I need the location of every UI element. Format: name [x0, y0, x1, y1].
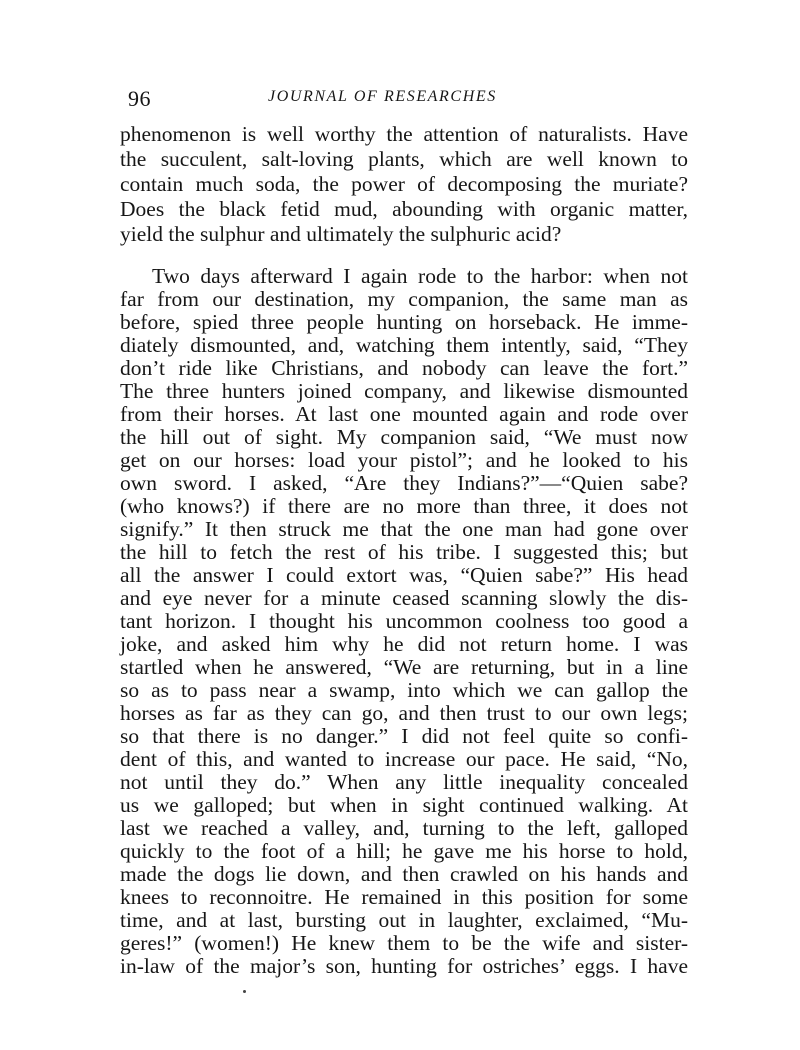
text-line: in-law of the major’s son, hunting for ostriches’ eggs. I have: [120, 954, 688, 978]
text-line: the succulent, salt-loving plants, which are well known to: [120, 147, 688, 171]
text-line: get on our horses: load your pistol”; and he looked to his: [120, 448, 688, 472]
text-line: knees to reconnoitre. He remained in this position for some: [120, 885, 688, 909]
text-line: contain much soda, the power of decomposing the muriate?: [120, 172, 688, 196]
text-line: last we reached a valley, and, turning to the left, galloped: [120, 816, 688, 840]
text-line: signify.” It then struck me that the one man had gone over: [120, 517, 688, 541]
text-line: us we galloped; but when in sight continued walking. At: [120, 793, 688, 817]
text-line: yield the sulphur and ultimately the sulphuric acid?: [120, 222, 562, 246]
text-line: so as to pass near a swamp, into which we can gallop the: [120, 678, 688, 702]
running-head: JOURNAL OF RESEARCHES: [268, 88, 497, 105]
text-line: so that there is no danger.” I did not feel quite so confi-: [120, 724, 688, 748]
text-line: time, and at last, bursting out in laughter, exclaimed, “Mu-: [120, 908, 688, 932]
text-line: startled when he answered, “We are returning, but in a line: [120, 655, 688, 679]
text-line: all the answer I could extort was, “Quien sabe?” His head: [120, 563, 688, 587]
ink-speck: [243, 990, 246, 993]
text-line: dent of this, and wanted to increase our pace. He said, “No,: [120, 747, 688, 771]
text-line: made the dogs lie down, and then crawled on his hands and: [120, 862, 688, 886]
text-line: tant horizon. I thought his uncommon coolness too good a: [120, 609, 688, 633]
text-line: horses as far as they can go, and then trust to our own legs;: [120, 701, 688, 725]
text-line: Does the black fetid mud, abounding with organic matter,: [120, 197, 688, 221]
text-line: Two days afterward I again rode to the harbor: when not: [152, 264, 688, 288]
page-number: 96: [128, 86, 151, 111]
text-line: quickly to the foot of a hill; he gave me his horse to hold,: [120, 839, 688, 863]
text-line: before, spied three people hunting on horseback. He imme-: [120, 310, 688, 334]
text-line: (who knows?) if there are no more than three, it does not: [120, 494, 688, 518]
text-line: far from our destination, my companion, the same man as: [120, 287, 688, 311]
text-line: not until they do.” When any little inequality concealed: [120, 770, 688, 794]
text-line: phenomenon is well worthy the attention of naturalists. Have: [120, 122, 688, 146]
text-line: the hill to fetch the rest of his tribe. I suggested this; but: [120, 540, 688, 564]
text-line: diately dismounted, and, watching them intently, said, “They: [120, 333, 688, 357]
text-line: joke, and asked him why he did not return home. I was: [120, 632, 688, 656]
text-line: own sword. I asked, “Are they Indians?”—“Quien sabe?: [120, 471, 688, 495]
text-line: The three hunters joined company, and likewise dismounted: [120, 379, 688, 403]
text-line: geres!” (women!) He knew them to be the wife and sister-: [120, 931, 688, 955]
text-line: the hill out of sight. My companion said, “We must now: [120, 425, 688, 449]
page-header: [128, 86, 688, 114]
text-line: and eye never for a minute ceased scanning slowly the dis-: [120, 586, 688, 610]
text-line: don’t ride like Christians, and nobody can leave the fort.”: [120, 356, 688, 380]
text-line: from their horses. At last one mounted again and rode over: [120, 402, 688, 426]
